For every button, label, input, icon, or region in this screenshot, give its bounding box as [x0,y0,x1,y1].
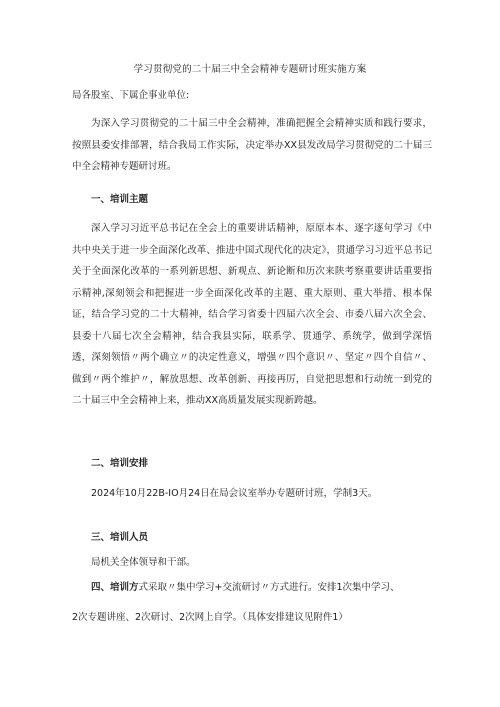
document-title: 学习贯彻党的二十届三中全会精神专题研讨班实施方案 [133,64,367,75]
section-3-body: 局机关全体领导和干部。 [91,557,196,568]
section-4-line-2: 2次专题讲座、2次研讨、2次网上自学。（具体安排建议见附件1） [72,612,348,623]
section-3-heading: 三、培训人员 [91,532,149,543]
section-2-heading: 二、培训安排 [91,458,149,469]
section-1-heading: 一、培训主题 [91,194,149,205]
section-4-line-1-text: 式采取〃集中学习+交流研讨〃方式进行。安排1次集中学习、 [138,582,400,593]
section-2-body: 2024年10月22B-IO月24日在局会议室举办专题研讨班，学制3天。 [91,488,378,499]
salutation: 局各股室、下属企事业单位: [72,90,190,101]
section-4-line-1 [91,581,400,595]
section-4-heading: 四、培训方 [91,582,139,593]
intro-paragraph: 为深入学习贯彻党的二十届三中全会精神，准确把握全会精神实质和践行要求，按照县委安排部署，结合我局工作实际，决定举办XX县发改局学习贯彻党的二十届三中全会精神专题研讨班。 [72,118,432,172]
section-1-body: 深入学习习近平总书记在全会上的重要讲话精神，原原本本、逐字逐句学习《中共中央关于进一步全面深化改革、推进中国式现代化的决定》，贯通学习习近平总书记关于全面深化改革的一系列新思想、新观点、新论断和历次来陕考察重要讲话重要指示精神,深刻领会和把握进一步全面深化改革的主题、重大原则、重大举措、根本保证，结合学习党的二十大精神，结合学习省委十四届六次全会、市委八届六次全会、县委十八届七次全会精神，结合我县实际，联系学、贯通学、系统学，做到学深悟透，深刻领悟〃两个确立〃的决定性意义，增强〃四个意识〃、坚定〃四个自信〃、做到〃两个维护〃，解放思想、改革创新、再接再厉，自觉把思想和行动统一到党的二十届三中全会精神上来，推动XX高质量发展实现新跨越。 [72,223,432,406]
